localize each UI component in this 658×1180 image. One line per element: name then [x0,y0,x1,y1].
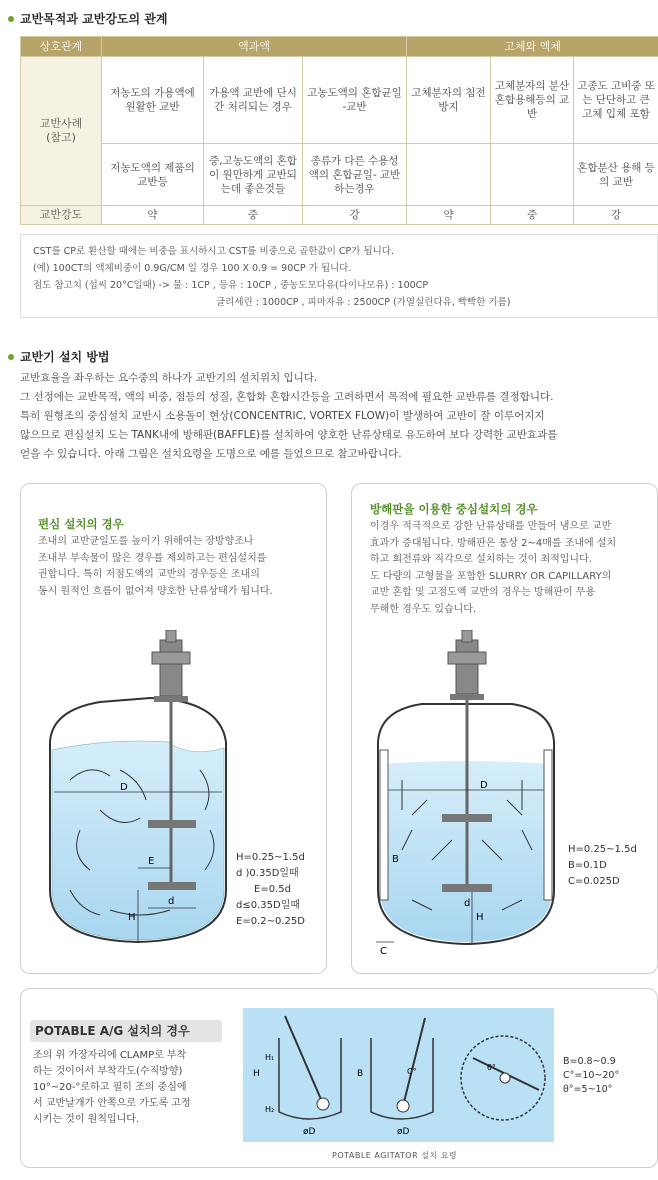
dim-label-H: H [476,912,484,923]
formula-line: E=0.5d [254,884,291,895]
dim-label-C: C [380,946,387,957]
header-solid-liquid: 고체와 액체 [407,37,658,57]
eccentric-tank-diagram [40,630,240,960]
relation-table [20,36,658,225]
formula-line: E=0.2~0.25D [236,916,305,927]
table-cell: 고체분자의 분산 혼합용해등의 교반 [491,57,574,144]
note-line: (예) 100CT의 액체비중이 0.9G/CM 일 경우 100 X 0.9 = 90CP 가 됩니다. [33,263,352,274]
table-cell: 종류가 다른 수용성액의 혼합균일- 교반하는경우 [303,144,407,206]
table-cell: 고농도액의 혼합균일 -교반 [303,57,407,144]
card-line: 10°~20-°로하고 필히 조의 중심에 [33,1082,187,1093]
table-cell: 고체분자의 침전방지 [407,57,491,144]
card-line: 권합니다. 특히 저점도액의 교반의 경우등은 조내의 [38,569,260,580]
formula-line: C=0.025D [568,876,620,887]
baffle-tank-diagram [372,630,562,960]
strength-cell: 강 [574,206,658,225]
bullet-icon [8,16,14,22]
card-line: 조의 위 가장자리에 CLAMP로 부착 [33,1050,187,1061]
motor-icon [160,640,182,696]
table-cell [491,144,574,206]
formula-line: d≤0.35D일때 [236,900,301,911]
strength-cell: 약 [102,206,204,225]
card-title-eccentric: 편심 설치의 경우 [38,517,124,531]
section-title-install [8,348,110,365]
card-text-eccentric [38,534,273,600]
card-line: 하는 것이어서 부착각도(수직방향) [33,1066,183,1077]
section-title-relation [8,10,167,27]
impeller-upper-icon [148,820,196,828]
card-title-potable: POTABLE A/G 설치의 경우 [30,1020,222,1042]
table-cell: 저농도액의 제품의 교반등 [102,144,204,206]
paragraph-line: 그 선정에는 교반목적, 액의 비중, 점등의 성질, 혼합화 혼합시간등을 고려하면서 목적에 필요한 교반류를 결정합니다. [20,391,554,403]
card-line: 효과가 증대됩니다. 방해판은 통상 2~4매를 조내에 설치 [370,537,617,549]
formula-line: H=0.25~1.5d [568,844,637,855]
formula-line: θ°=5~10° [563,1084,613,1095]
table-cell: 가용액 교반에 단시간 처리되는 경우 [204,57,303,144]
table-cell: 고종도 고비중 또는 단단하고 큰 고체 입체 포함 [574,57,658,144]
dim-label-D: D [480,780,488,791]
formula-line: B=0.1D [568,860,607,871]
dim-label-E: E [148,856,155,867]
dim-label-H: H [253,1069,260,1079]
table-cell: 혼합분산 용해 등의 교반 [574,144,658,206]
impeller-upper-icon [442,814,492,822]
card-line: 조내부 부속물이 많은 경우를 제외하고는 편심설치를 [38,552,267,564]
paragraph-line: 특히 원형조의 중심설치 교반시 소용돌이 현상(CONCENTRIC, VORTEX FLOW)이 발생하여 교반이 잘 이루어지지 [20,410,545,422]
note-line: 글리세린 : 1000CP , 피마자유 : 2500CP (가열실린다유, 빡빡한 기름) [216,297,511,308]
formula-baffle [568,842,637,890]
dim-label-theta: θ° [487,1063,496,1072]
dim-label-B: B [357,1069,364,1079]
install-description [20,369,658,464]
formula-line: B=0.8~0.9 [563,1056,616,1067]
side-label-case: 교반사례 (참고) [21,57,102,206]
card-line: 동시 원적인 흐름이 없어져 양호한 난류상태가 됩니다. [38,585,273,597]
dim-label-D: D [120,782,128,793]
card-line: 이경우 적극적으로 강한 난류상태를 만들어 냄으로 교반 [370,521,612,532]
card-text-potable [33,1048,191,1128]
impeller-lower-icon [442,884,492,892]
section-title-text: 교반목적과 교반강도의 관계 [20,12,168,26]
note-line: 점도 참고치 (섭씨 20°C일때) -> 물 : 1CP , 등유 : 10CP , 중농도모다유(다이나모유) : 100CP [33,280,429,291]
header-relation: 상호관계 [21,37,102,57]
dim-label-d: d [464,898,471,909]
card-line: 교반 혼합 및 고점도액 교반의 경우는 방해판이 무용 [370,587,596,598]
motor-icon [456,640,478,694]
card-line: 서 교반날개가 안쪽으로 가도록 고정 [33,1098,191,1109]
strength-cell: 중 [204,206,303,225]
side-label-strength: 교반강도 [21,206,102,225]
card-line: 무해한 경우도 있습니다. [370,603,477,615]
table-cell [407,144,491,206]
paragraph-line: 교반효율을 좌우하는 요수중의 하나가 교반기의 설치위치 입니다. [20,372,318,384]
bullet-icon [8,354,14,360]
formula-line: C°=10~20° [563,1070,620,1081]
formula-eccentric [236,850,305,930]
dim-label-phiD-2: øD [397,1127,410,1137]
card-line: 도 다량의 고형물을 포함한 SLURRY OR CAPILLARY의 [370,570,612,582]
baffle-left [380,750,388,900]
strength-cell: 강 [303,206,407,225]
table-cell: 저농도의 가용액에 원활한 교반 [102,57,204,144]
table-cell: 중,고농도액의 혼합이 원만하게 교반되는데 좋은것들 [204,144,303,206]
strength-cell: 중 [491,206,574,225]
card-line: 조내의 교반균일도를 높이기 위해여는 장방향조나 [38,536,254,547]
note-line: CST를 CP로 환산할 때에는 비중을 표시하시고 CST를 비중으로 곱한값이 CP가 됩니다. [33,246,395,257]
dim-label-H1: H₁ [265,1053,275,1062]
paragraph-line: 얻을 수 있습니다. 아래 그림은 설치요령을 도명으로 예를 들었으므로 참고바랍니다. [20,448,402,460]
card-text-baffle [370,519,616,618]
strength-cell: 약 [407,206,491,225]
dim-label-C: C° [407,1067,417,1076]
formula-line: H=0.25~1.5d [236,852,305,863]
baffle-right [544,750,552,900]
dim-label-H2: H₂ [265,1105,275,1114]
formula-potable [563,1055,619,1097]
dim-label-B: B [392,854,399,865]
card-title-baffle: 방해판을 이용한 중심설치의 경우 [370,502,538,516]
potable-caption: POTABLE AGITATOR 설치 요령 [332,1151,458,1160]
viscosity-note [20,234,658,318]
potable-agitator-diagram [243,1008,554,1142]
section-title-text: 교반기 설치 방법 [20,350,110,364]
card-line: 하고 회전류와 직각으로 설치하는 것이 최적입니다. [370,554,592,565]
impeller-lower-icon [148,882,196,890]
potable-diagram-panel [243,1008,554,1142]
dim-label-phiD-1: øD [303,1127,316,1137]
card-line: 시키는 것이 원칙입니다. [33,1114,140,1125]
dim-label-d: d [168,896,175,907]
paragraph-line: 않으므로 편심설치 도는 TANK내에 방해판(BAFFLE)를 설치하여 양호한 난류상태로 유도하여 보다 강력한 교반효과를 [20,429,558,441]
formula-line: d )0.35D일때 [236,868,299,879]
header-liquid-liquid: 액과액 [102,37,407,57]
dim-label-H: H [128,912,136,923]
